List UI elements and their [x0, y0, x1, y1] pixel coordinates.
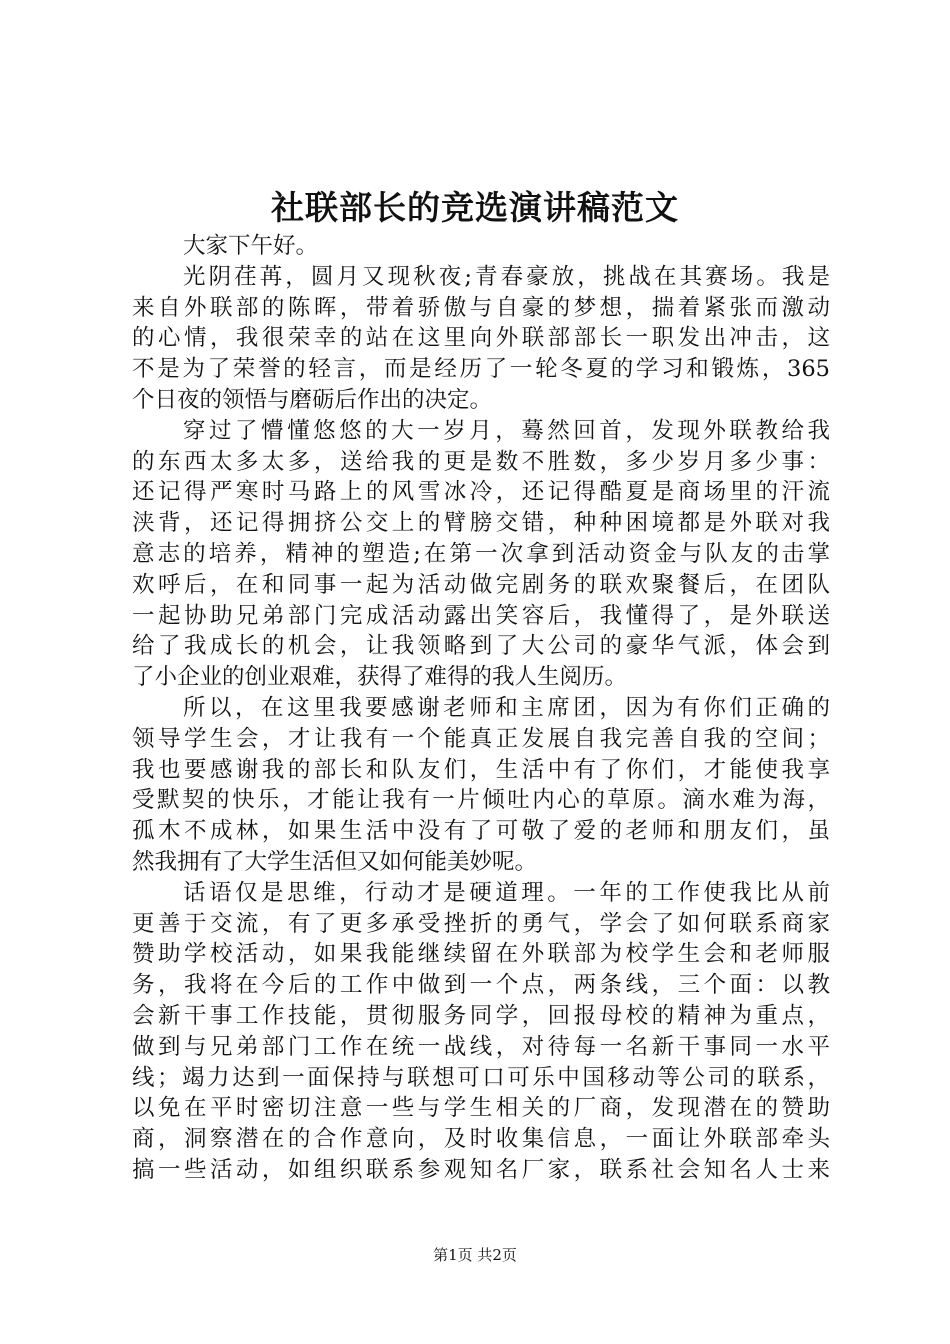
document-title: 社联部长的竞选演讲稿范文: [271, 188, 679, 227]
body-line: 商，洞察潜在的合作意向，及时收集信息，一面让外联部牵头: [132, 1126, 830, 1153]
body-line: 来自外联部的陈晖，带着骄傲与自豪的梦想，揣着紧张而激动: [132, 294, 830, 321]
body-line: 我也要感谢我的部长和队友们，生活中有了你们，才能使我享: [132, 756, 830, 783]
body-line: 不是为了荣誉的轻言，而是经历了一轮冬夏的学习和锻炼，365: [132, 356, 830, 383]
body-line: 务，我将在今后的工作中做到一个点，两条线，三个面：以教: [132, 972, 830, 999]
body-line: 话语仅是思维，行动才是硬道理。一年的工作使我比从前: [183, 879, 830, 906]
body-line: 的心情，我很荣幸的站在这里向外联部部长一职发出冲击，这: [132, 325, 830, 352]
body-line: 更善于交流，有了更多承受挫折的勇气，学会了如何联系商家: [132, 910, 830, 937]
body-line: 搞一些活动，如组织联系参观知名厂家，联系社会知名人士来: [132, 1156, 830, 1183]
body-line: 给了我成长的机会，让我领略到了大公司的豪华气派，体会到: [132, 633, 830, 660]
body-line: 领导学生会，才让我有一个能真正发展自我完善自我的空间；: [132, 725, 830, 752]
body-line: 做到与兄弟部门工作在统一战线，对待每一名新干事同一水平: [132, 1033, 830, 1060]
body-line: 的东西太多太多，送给我的更是数不胜数，多少岁月多少事：: [132, 448, 830, 475]
body-line: 个日夜的领悟与磨砺后作出的决定。: [132, 386, 493, 413]
body-line: 所以，在这里我要感谢老师和主席团，因为有你们正确的: [183, 694, 830, 721]
body-line: 孤木不成林，如果生活中没有了可敬了爱的老师和朋友们，虽: [132, 818, 830, 845]
body-line: 会新干事工作技能，贯彻服务同学，回报母校的精神为重点，: [132, 1002, 830, 1029]
body-line: 受默契的快乐，才能让我有一片倾吐内心的草原。滴水难为海，: [132, 787, 830, 814]
body-line: 以免在平时密切注意一些与学生相关的厂商，发现潜在的赞助: [132, 1095, 830, 1122]
body-line: 欢呼后，在和同事一起为活动做完剧务的联欢聚餐后，在团队: [132, 571, 830, 598]
body-line: 浃背，还记得拥挤公交上的臂膀交错，种种困境都是外联对我: [132, 510, 830, 537]
body-line: 了小企业的创业艰难，获得了难得的我人生阅历。: [132, 664, 628, 691]
body-line: 赞助学校活动，如果我能继续留在外联部为校学生会和老师服: [132, 941, 830, 968]
body-line: 大家下午好。: [183, 233, 319, 259]
page-footer: 第1页 共2页: [433, 1246, 517, 1264]
body-line: 意志的培养，精神的塑造;在第一次拿到活动资金与队友的击掌: [132, 540, 830, 567]
body-line: 一起协助兄弟部门完成活动露出笑容后，我懂得了，是外联送: [132, 602, 830, 629]
body-line: 还记得严寒时马路上的风雪冰冷，还记得酷夏是商场里的汗流: [132, 479, 830, 506]
body-line: 光阴荏苒，圆月又现秋夜;青春豪放，挑战在其赛场。我是: [183, 263, 830, 290]
body-line: 然我拥有了大学生活但又如何能美妙呢。: [132, 848, 538, 875]
body-line: 穿过了懵懂悠悠的大一岁月，蓦然回首，发现外联教给我: [183, 417, 830, 444]
body-line: 线；竭力达到一面保持与联想可口可乐中国移动等公司的联系，: [132, 1064, 830, 1091]
document-body: [132, 231, 830, 1186]
